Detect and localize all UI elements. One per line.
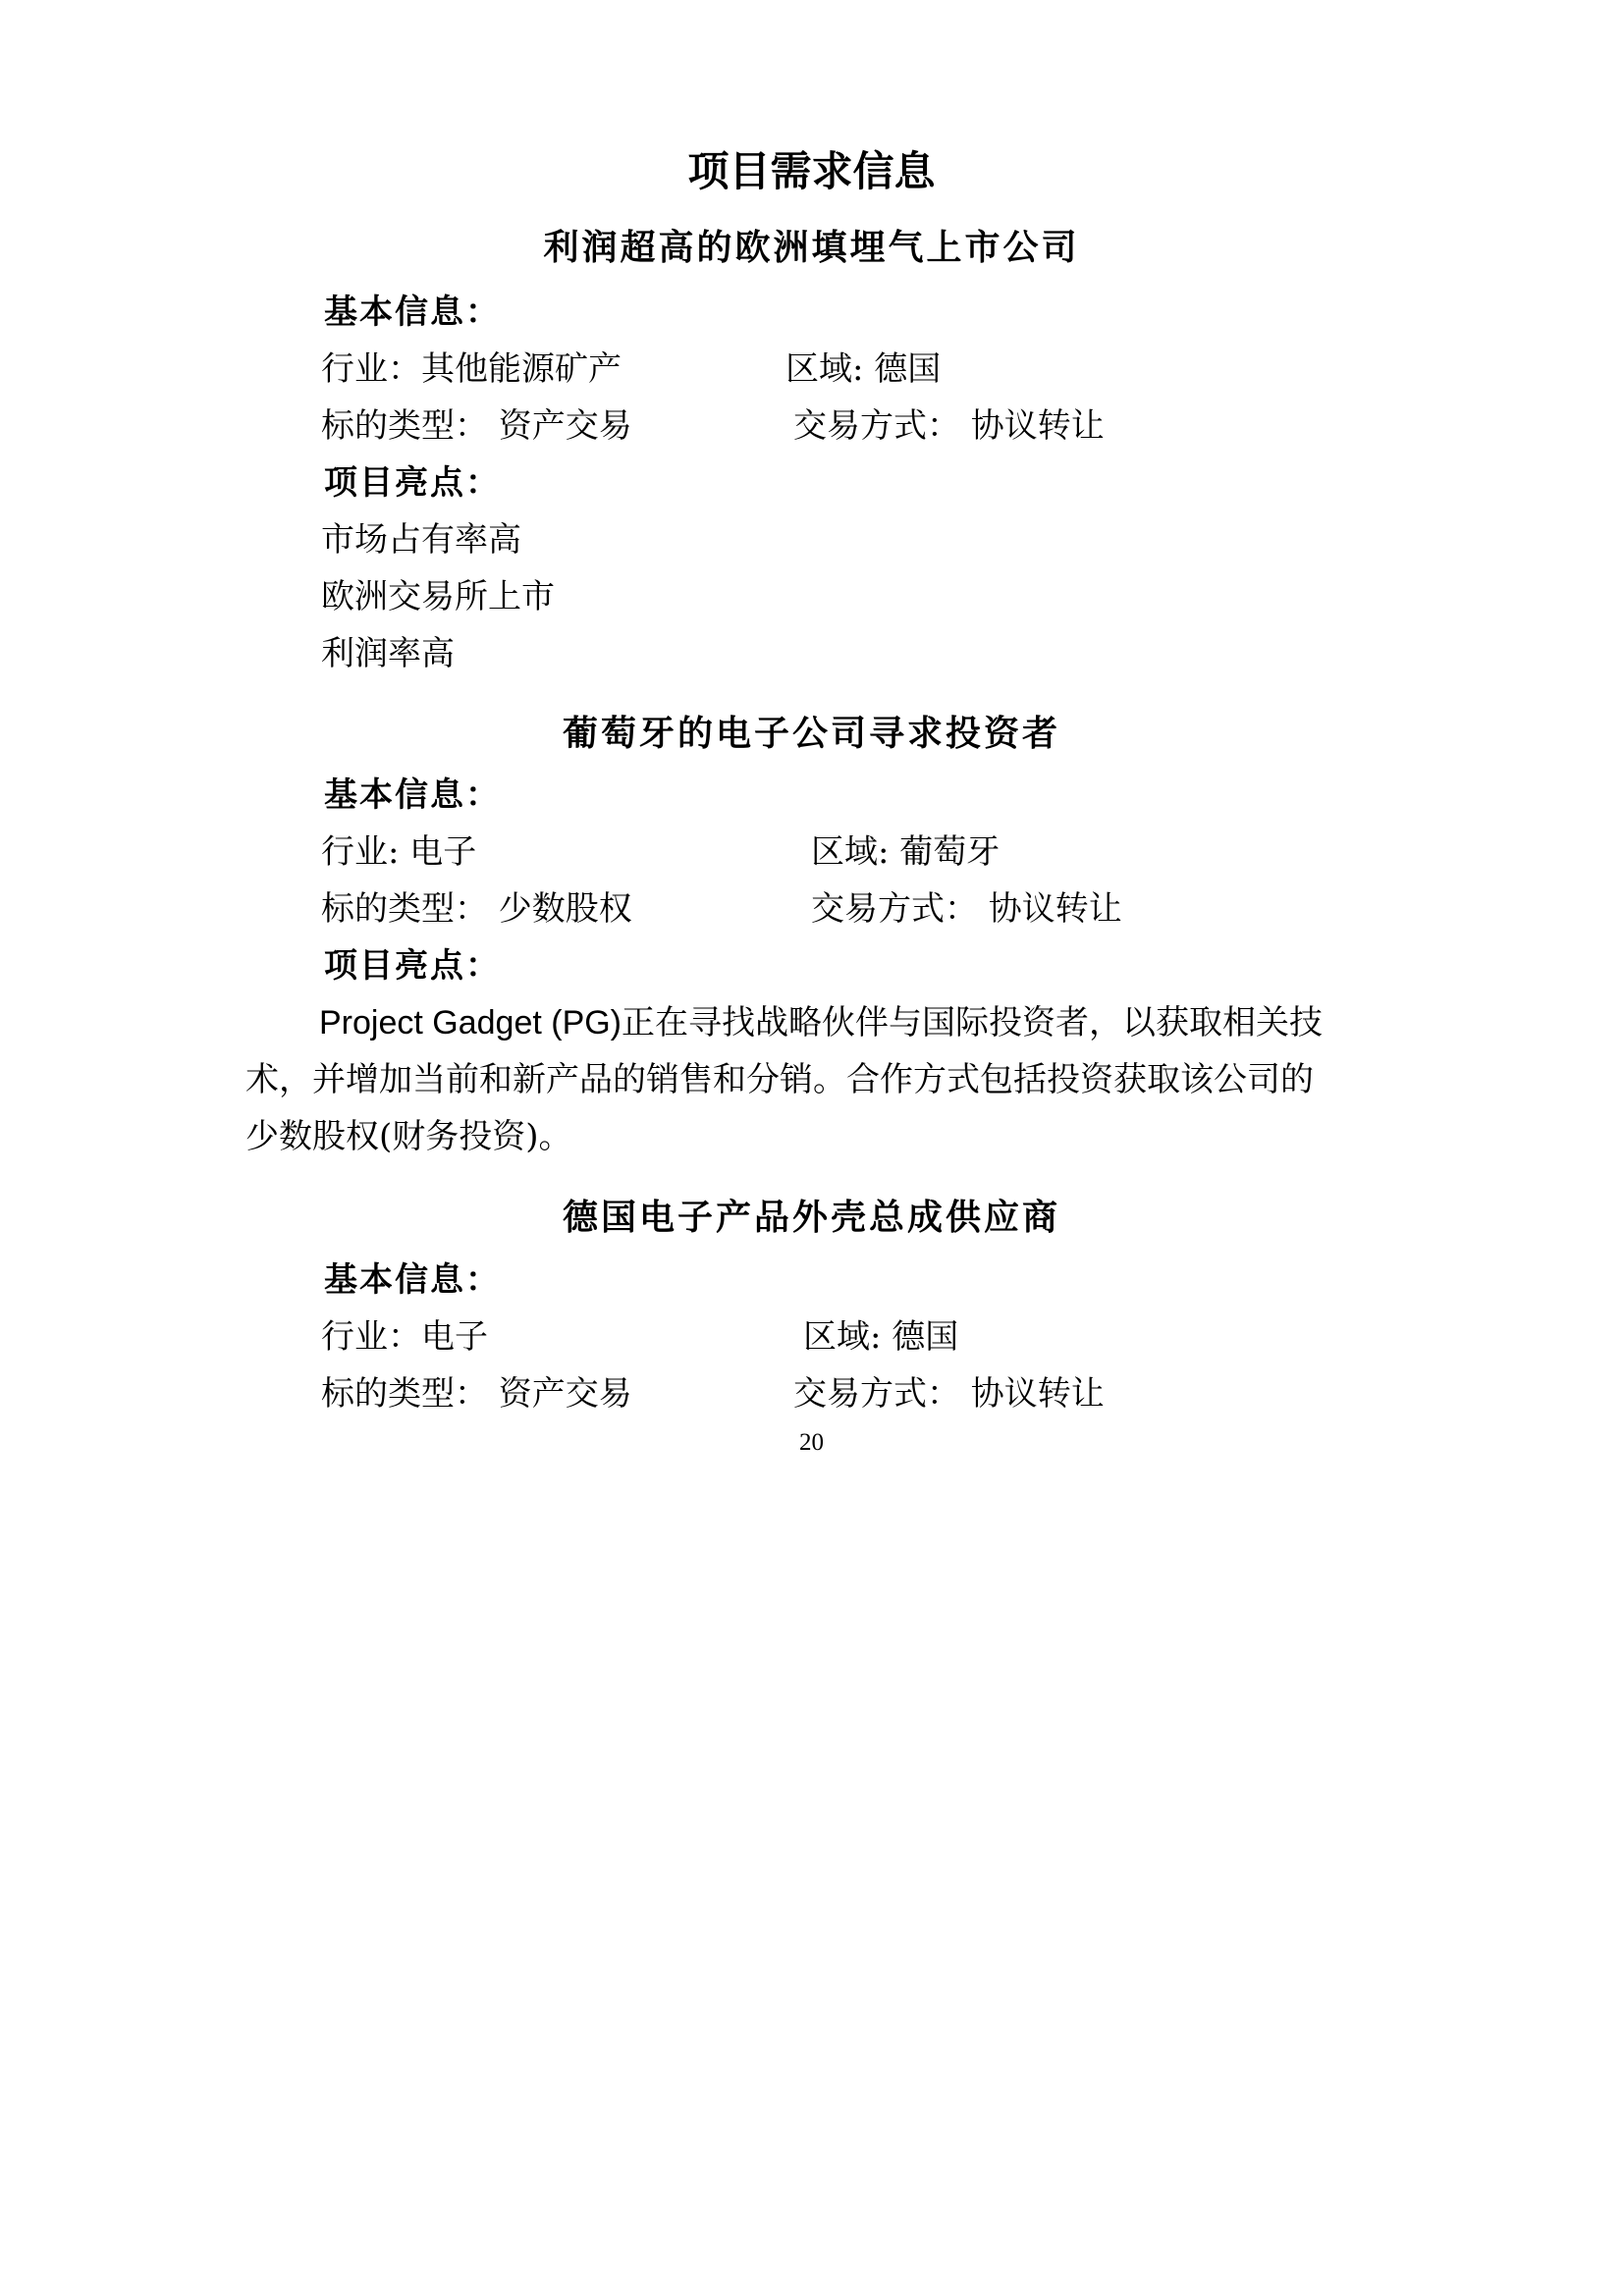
project-name: Project Gadget (PG) xyxy=(319,1004,622,1041)
highlight-item: 利润率高 xyxy=(321,634,455,673)
paragraph-line: 术，并增加当前和新产品的销售和分销。合作方式包括投资获取该公司的 xyxy=(245,1060,1314,1099)
paragraph-line: 少数股权(财务投资)。 xyxy=(245,1117,572,1156)
deal-method-field: 交易方式： 协议转让 xyxy=(793,406,1105,446)
target-type-field: 标的类型： 资产交易 xyxy=(321,406,632,446)
highlights-label: 项目亮点： xyxy=(324,946,501,986)
page-number: 20 xyxy=(799,1429,824,1456)
region-field: 区域: 德国 xyxy=(785,349,942,389)
paragraph-line: Project Gadget (PG)正在寻找战略伙伴与国际投资者，以获取相关技 xyxy=(319,1003,1324,1042)
highlights-label: 项目亮点： xyxy=(324,463,501,503)
highlight-item: 欧洲交易所上市 xyxy=(321,577,555,616)
basic-info-label: 基本信息： xyxy=(324,293,501,332)
section-heading: 葡萄牙的电子公司寻求投资者 xyxy=(562,714,1060,754)
deal-method-field: 交易方式： 协议转让 xyxy=(811,889,1122,929)
target-type-field: 标的类型： 少数股权 xyxy=(321,889,632,929)
section-heading: 德国电子产品外壳总成供应商 xyxy=(562,1198,1060,1238)
section-heading: 利润超高的欧洲填埋气上市公司 xyxy=(543,228,1080,268)
deal-method-field: 交易方式： 协议转让 xyxy=(793,1374,1105,1414)
page-title: 项目需求信息 xyxy=(687,147,936,195)
region-field: 区域: 德国 xyxy=(803,1317,959,1357)
industry-field: 行业：其他能源矿产 xyxy=(321,349,622,389)
region-field: 区域: 葡萄牙 xyxy=(811,832,1001,872)
industry-field: 行业: 电子 xyxy=(321,832,477,872)
industry-field: 行业：电子 xyxy=(321,1317,488,1357)
basic-info-label: 基本信息： xyxy=(324,1260,501,1300)
basic-info-label: 基本信息： xyxy=(324,775,501,815)
target-type-field: 标的类型： 资产交易 xyxy=(321,1374,632,1414)
highlight-item: 市场占有率高 xyxy=(321,520,521,560)
